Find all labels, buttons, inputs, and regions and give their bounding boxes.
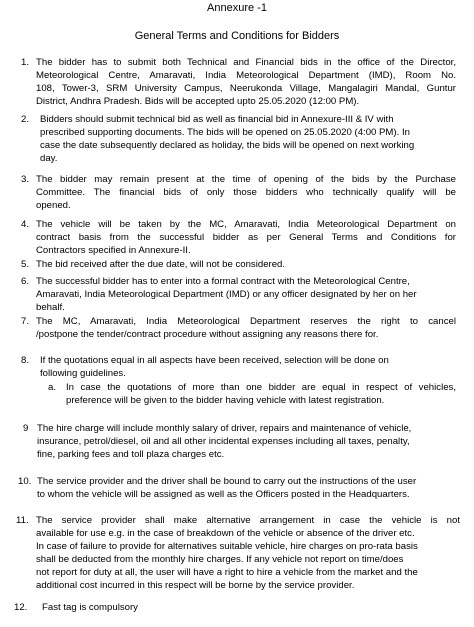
item-line: fine, parking fees and toll plaza charges etc. xyxy=(37,449,225,460)
item-line: The bid received after the due date, will not be considered. xyxy=(36,259,286,270)
item-line: The service provider and the driver shall be bound to carry out the instructions of the user xyxy=(37,476,417,487)
item-number: 6. xyxy=(21,276,30,287)
item-line: shall be deducted from the monthly hire charges. If any vehicle not report on time/does xyxy=(36,554,404,565)
item-number: 5. xyxy=(21,259,30,270)
item-number: 3. xyxy=(21,174,30,185)
item-line: If the quotations equal in all aspects have been received, selection will be done on xyxy=(40,355,389,366)
item-number: 11. xyxy=(16,515,29,526)
item-line: not report for duty at all, the user will have a right to hire a vehicle from the market and the xyxy=(36,567,418,578)
item-number: 4. xyxy=(21,219,30,230)
item-line: In case of failure to provide for alternatives suitable vehicle, hire charges on pro-rata basis xyxy=(36,541,418,552)
item-line: additional cost incurred in this respect will be borne by the service provider. xyxy=(36,580,355,591)
item-line: available for use e.g. in the case of breakdown of the vehicle or absence of the driver etc. xyxy=(36,528,415,539)
item-line: Contractors specified in Annexure-II. xyxy=(36,245,191,256)
item-line: Committee. The financial bids of only those bidders who technically qualify will be xyxy=(36,187,456,198)
item-number: 10. xyxy=(18,476,32,487)
item-line: contract basis from the successful bidder as per General Terms and Conditions for xyxy=(36,232,456,243)
item-line: The vehicle will be taken by the MC, Amaravati, India Meteorological Department on xyxy=(36,219,456,230)
item-line: prescribed supporting documents. The bids will be opened on 25.05.2020 (4:00 PM). In xyxy=(40,127,410,138)
item-line: Bidders should submit technical bid as well as financial bid in Annexure-III & IV with xyxy=(40,114,394,125)
item-line: The bidder may remain present at the time of opening of the bids by the Purchase xyxy=(36,174,456,185)
item-number: 2. xyxy=(21,114,30,125)
item-line: The service provider shall make alternative arrangement in case the vehicle is not xyxy=(36,515,460,526)
item-line: Fast tag is compulsory xyxy=(42,602,138,613)
item-line: behalf. xyxy=(36,302,65,313)
item-line: Meteorological Centre, Amaravati, India Meteorological Department (IMD), Room No. xyxy=(36,70,456,81)
sub-item-line: In case the quotations of more than one bidder are equal in respect of vehicles, xyxy=(66,382,456,393)
item-line: insurance, petrol/diesel, oil and all other incidental expenses including all taxes, penalty, xyxy=(37,436,410,447)
item-number: 7. xyxy=(21,316,30,327)
item-line: to whom the vehicle will be assigned as well as the Officers posted in the Headquarters. xyxy=(37,489,410,500)
item-line: /postpone the tender/contract procedure without assigning any reasons there for. xyxy=(36,329,379,340)
item-line: case the date subsequently declared as holiday, the bids will be opened on next working xyxy=(40,140,415,151)
sub-item-line: preference will be given to the bidder having vehicle with latest registration. xyxy=(66,395,385,406)
item-line: The hire charge will include monthly salary of driver, repairs and maintenance of vehicle, xyxy=(37,423,412,434)
item-number: 9 xyxy=(23,423,29,434)
annexure-label: Annexure -1 xyxy=(207,2,267,14)
item-line: opened. xyxy=(36,200,71,211)
item-line: Amaravati, India Meteorological Department (IMD) or any officer designated by her on her xyxy=(36,289,417,300)
page-title: General Terms and Conditions for Bidders xyxy=(134,30,340,42)
item-number: 8. xyxy=(21,355,30,366)
item-line: The bidder has to submit both Technical and Financial bids in the office of the Director, xyxy=(36,57,456,68)
item-number: 1. xyxy=(21,57,30,68)
item-line: District, Andhra Pradesh. Bids will be accepted upto 25.05.2020 (12:00 PM). xyxy=(36,96,360,107)
item-line: The successful bidder has to enter into a formal contract with the Meteorological Centre, xyxy=(36,276,410,287)
item-line: day. xyxy=(40,153,58,164)
item-line: following guidelines. xyxy=(40,368,126,379)
item-line: 108, Tower-3, SRM University Campus, Neerukonda Village, Mangalagiri Mandal, Guntur xyxy=(36,83,456,94)
item-line: The MC, Amaravati, India Meteorological Department reserves the right to cancel xyxy=(36,316,456,327)
sub-item-letter: a. xyxy=(48,382,57,393)
item-number: 12. xyxy=(14,602,28,613)
